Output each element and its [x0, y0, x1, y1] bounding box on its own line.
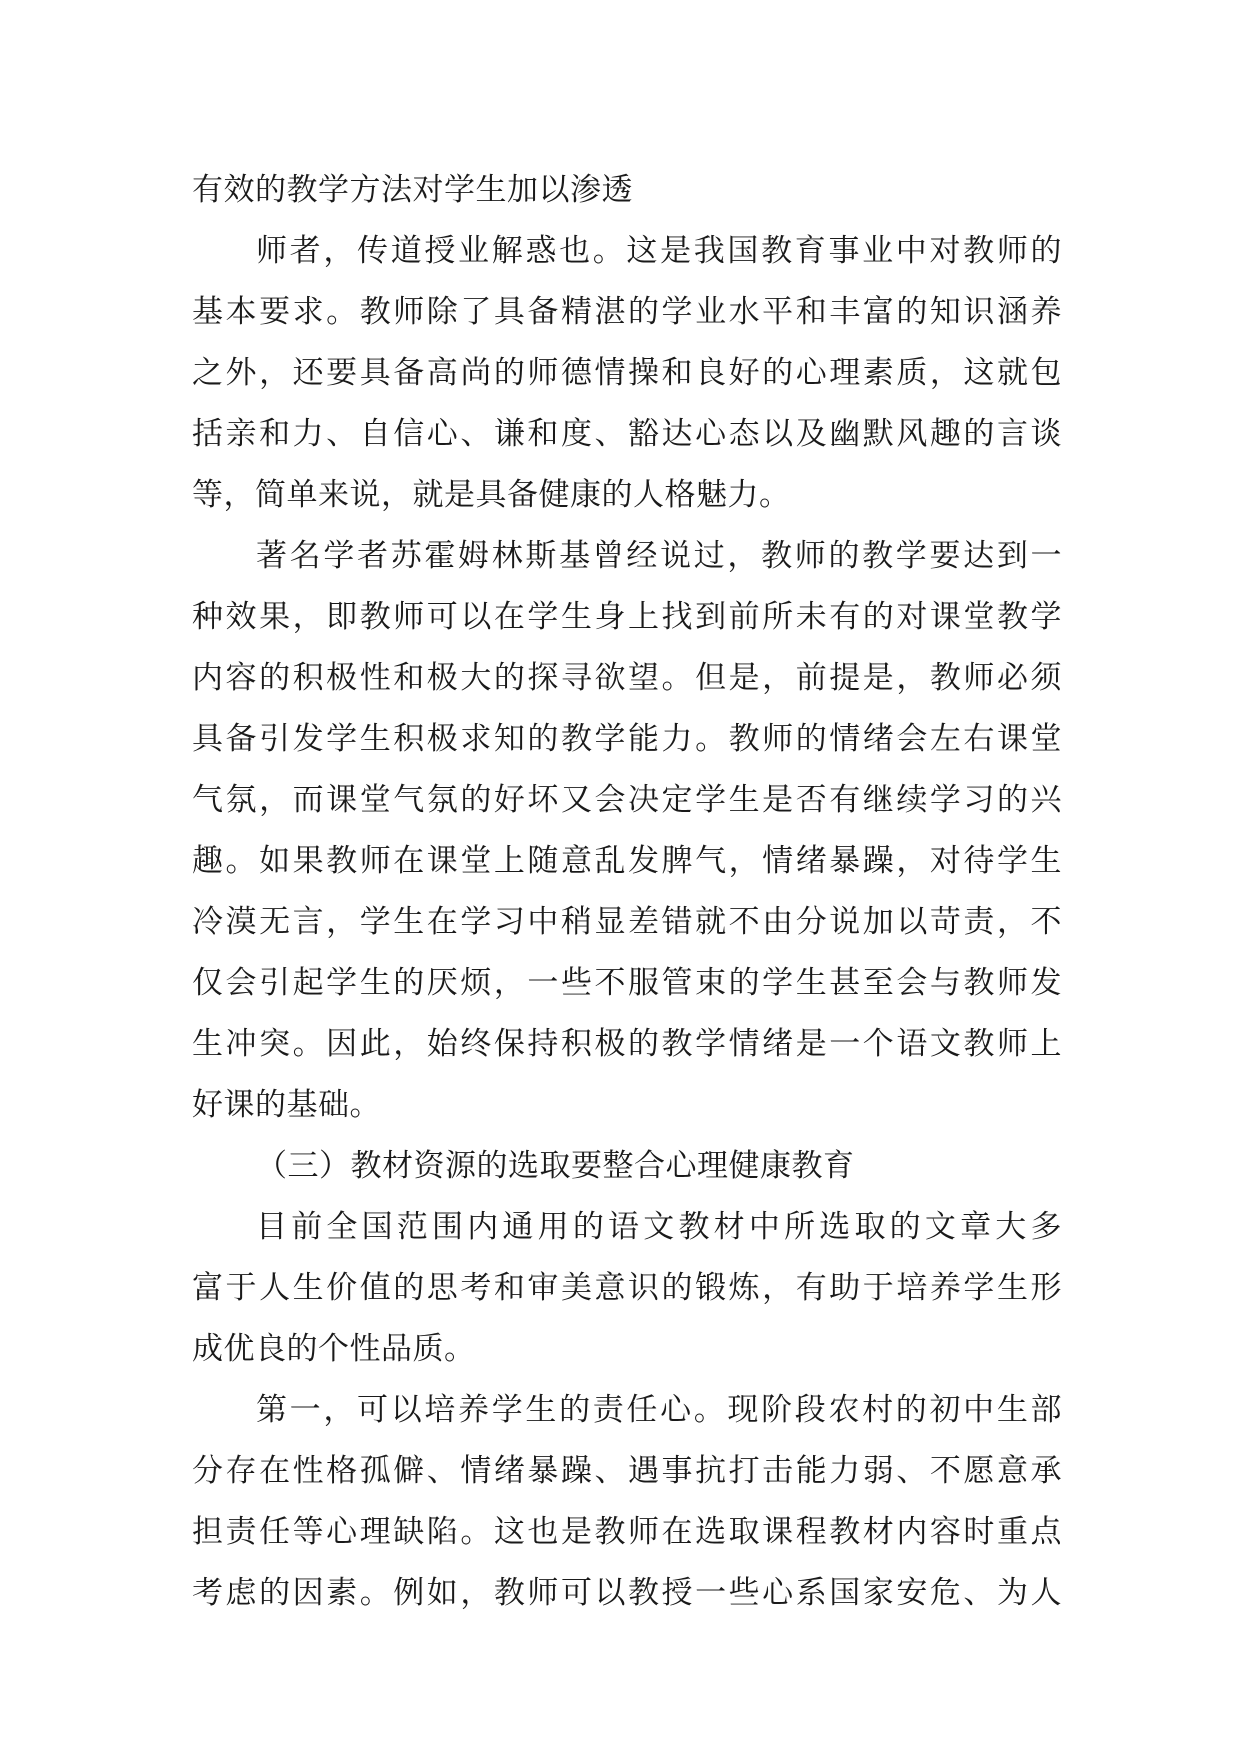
paragraph-line: 基本要求。教师除了具备精湛的学业水平和丰富的知识涵养: [192, 294, 1062, 330]
document-body: [192, 160, 1062, 1624]
paragraph-line: 趣。如果教师在课堂上随意乱发脾气，情绪暴躁，对待学生: [192, 843, 1062, 879]
paragraph-line: 内容的积极性和极大的探寻欲望。但是，前提是，教师必须: [192, 660, 1062, 696]
paragraph-line: 第一，可以培养学生的责任心。现阶段农村的初中生部: [256, 1392, 1062, 1428]
paragraph-line: 有效的教学方法对学生加以渗透: [192, 172, 633, 208]
paragraph-line: 具备引发学生积极求知的教学能力。教师的情绪会左右课堂: [192, 721, 1062, 757]
paragraph-line: 括亲和力、自信心、谦和度、豁达心态以及幽默风趣的言谈: [192, 416, 1062, 452]
paragraph-line: 目前全国范围内通用的语文教材中所选取的文章大多: [256, 1209, 1062, 1245]
paragraph-line: 冷漠无言，学生在学习中稍显差错就不由分说加以苛责，不: [192, 904, 1062, 940]
paragraph-line: 种效果，即教师可以在学生身上找到前所未有的对课堂教学: [192, 599, 1062, 635]
paragraph-line: 著名学者苏霍姆林斯基曾经说过，教师的教学要达到一: [256, 538, 1062, 574]
paragraph-line: 富于人生价值的思考和审美意识的锻炼，有助于培养学生形: [192, 1270, 1062, 1306]
paragraph-line: 考虑的因素。例如，教师可以教授一些心系国家安危、为人: [192, 1575, 1062, 1611]
paragraph-line: 等，简单来说，就是具备健康的人格魅力。: [192, 477, 791, 513]
paragraph-line: 仅会引起学生的厌烦，一些不服管束的学生甚至会与教师发: [192, 965, 1062, 1001]
paragraph-line: 担责任等心理缺陷。这也是教师在选取课程教材内容时重点: [192, 1514, 1062, 1550]
section-heading: （三）教材资源的选取要整合心理健康教育: [256, 1148, 855, 1184]
paragraph-line: 好课的基础。: [192, 1087, 381, 1123]
paragraph-line: 生冲突。因此，始终保持积极的教学情绪是一个语文教师上: [192, 1026, 1062, 1062]
paragraph-line: 气氛，而课堂气氛的好坏又会决定学生是否有继续学习的兴: [192, 782, 1062, 818]
paragraph-line: 之外，还要具备高尚的师德情操和良好的心理素质，这就包: [192, 355, 1062, 391]
paragraph-line: 师者，传道授业解惑也。这是我国教育事业中对教师的: [256, 233, 1062, 269]
paragraph-line: 成优良的个性品质。: [192, 1331, 476, 1367]
paragraph-line: 分存在性格孤僻、情绪暴躁、遇事抗打击能力弱、不愿意承: [192, 1453, 1062, 1489]
